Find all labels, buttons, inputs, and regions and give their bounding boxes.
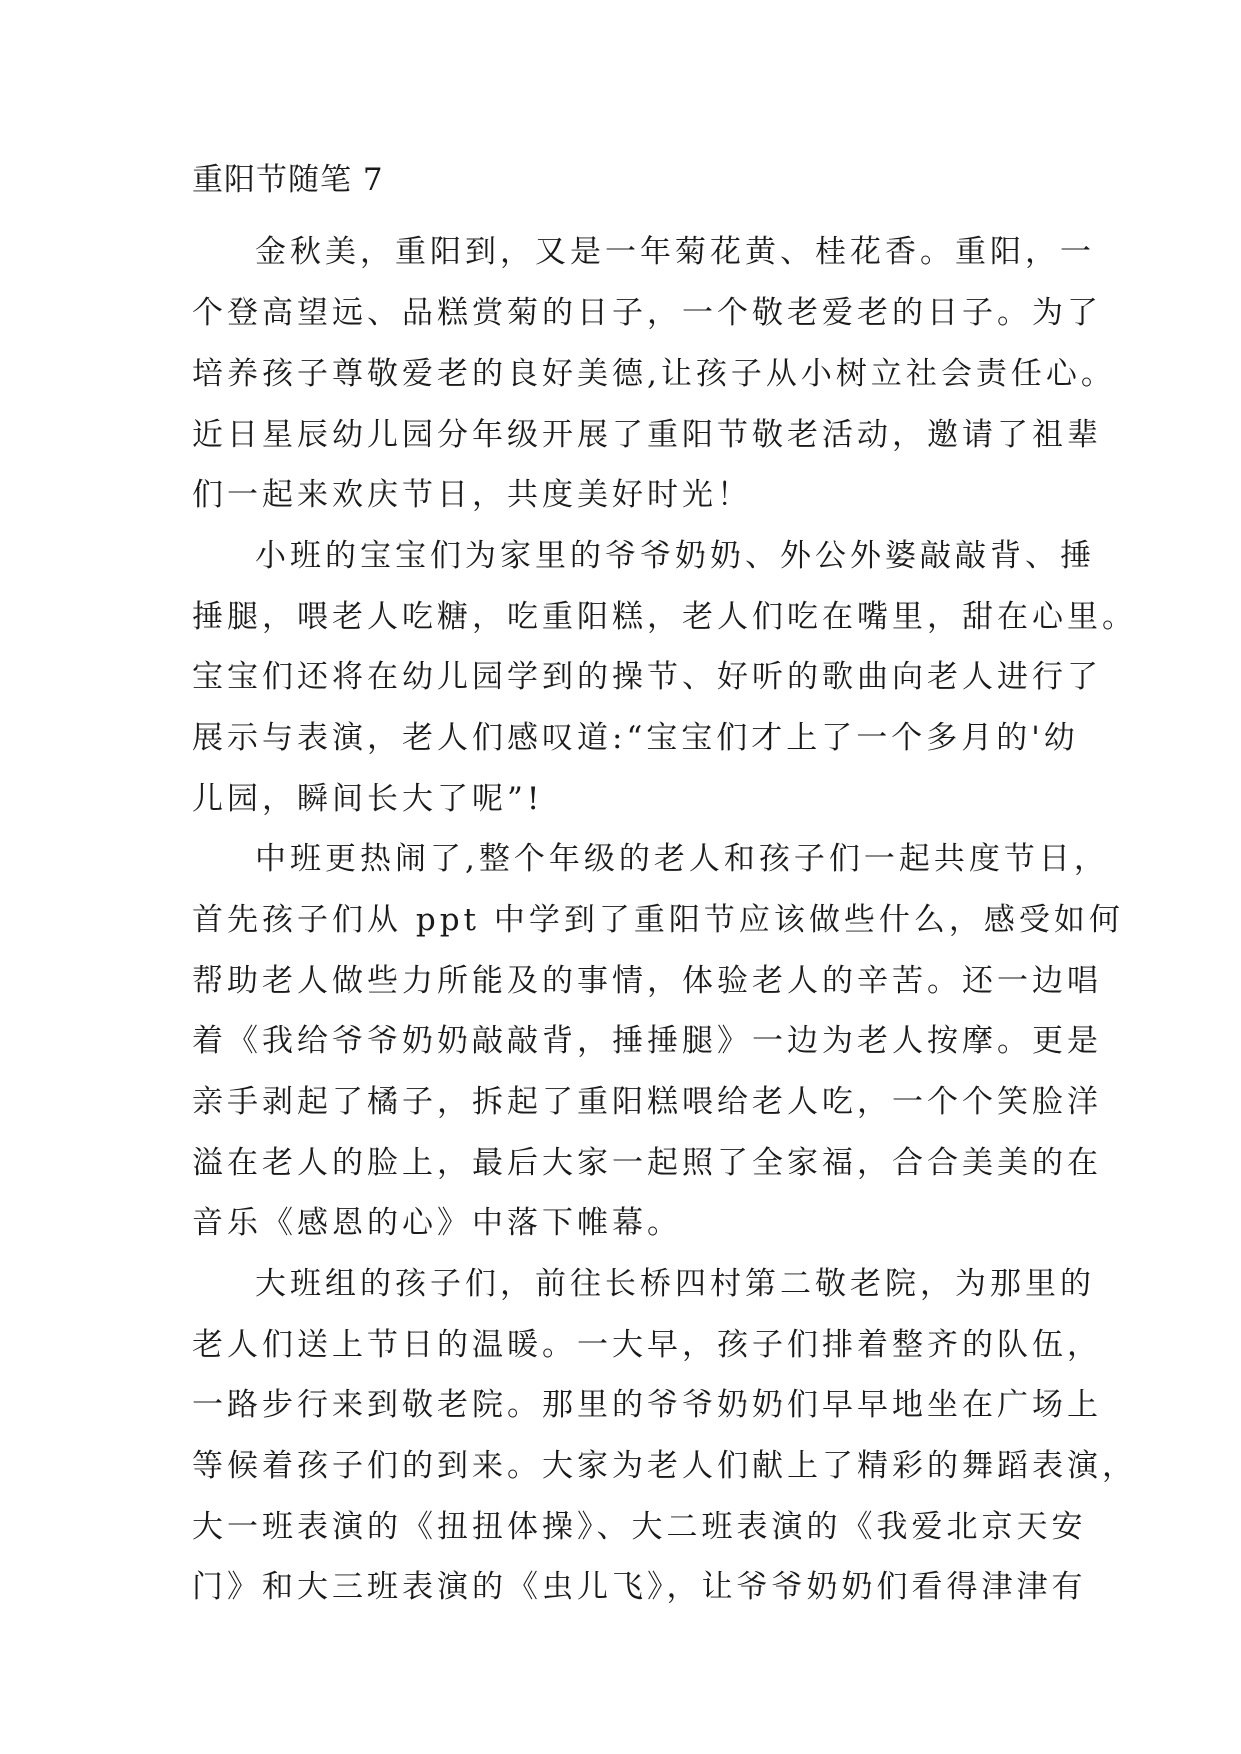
text-line: 亲手剥起了橘子，拆起了重阳糕喂给老人吃，一个个笑脸洋 (192, 1084, 1102, 1120)
text-line: 金秋美，重阳到，又是一年菊花黄、桂花香。重阳，一 (255, 234, 1095, 270)
text-line: 培养孩子尊敬爱老的良好美德,让孩子从小树立社会责任心。 (192, 356, 1116, 392)
text-line: 一路步行来到敬老院。那里的爷爷奶奶们早早地坐在广场上 (192, 1387, 1102, 1423)
text-line: 等候着孩子们的到来。大家为老人们献上了精彩的舞蹈表演， (192, 1448, 1137, 1484)
document-title: 重阳节随笔 7 (192, 162, 384, 198)
text-line: 展示与表演，老人们感叹道:“宝宝们才上了一个多月的'幼 (192, 720, 1079, 756)
text-line: 个登高望远、品糕赏菊的日子，一个敬老爱老的日子。为了 (192, 295, 1102, 331)
text-line: 门》和大三班表演的《虫儿飞》，让爷爷奶奶们看得津津有 (192, 1569, 1087, 1605)
text-line: 近日星辰幼儿园分年级开展了重阳节敬老活动，邀请了祖辈 (192, 417, 1102, 453)
text-line: 儿园，瞬间长大了呢”! (192, 781, 544, 817)
text-line: 宝宝们还将在幼儿园学到的操节、好听的歌曲向老人进行了 (192, 659, 1102, 695)
text-line: 溢在老人的脸上，最后大家一起照了全家福，合合美美的在 (192, 1145, 1102, 1181)
text-line: 捶腿，喂老人吃糖，吃重阳糕，老人们吃在嘴里，甜在心里。 (192, 599, 1137, 635)
text-line: 大班组的孩子们，前往长桥四村第二敬老院，为那里的 (255, 1266, 1095, 1302)
text-line: 帮助老人做些力所能及的事情，体验老人的辛苦。还一边唱 (192, 963, 1102, 999)
text-line: 中班更热闹了,整个年级的老人和孩子们一起共度节日， (255, 841, 1109, 877)
text-line: 们一起来欢庆节日，共度美好时光！ (192, 477, 752, 513)
text-line: 首先孩子们从 ppt 中学到了重阳节应该做些什么，感受如何 (192, 902, 1124, 938)
text-line: 小班的宝宝们为家里的爷爷奶奶、外公外婆敲敲背、捶 (255, 538, 1095, 574)
text-line: 大一班表演的《扭扭体操》、大二班表演的《我爱北京天安 (192, 1509, 1087, 1545)
text-line: 老人们送上节日的温暖。一大早，孩子们排着整齐的队伍， (192, 1327, 1102, 1363)
text-line: 音乐《感恩的心》中落下帷幕。 (192, 1205, 682, 1241)
text-line: 着《我给爷爷奶奶敲敲背，捶捶腿》一边为老人按摩。更是 (192, 1023, 1102, 1059)
